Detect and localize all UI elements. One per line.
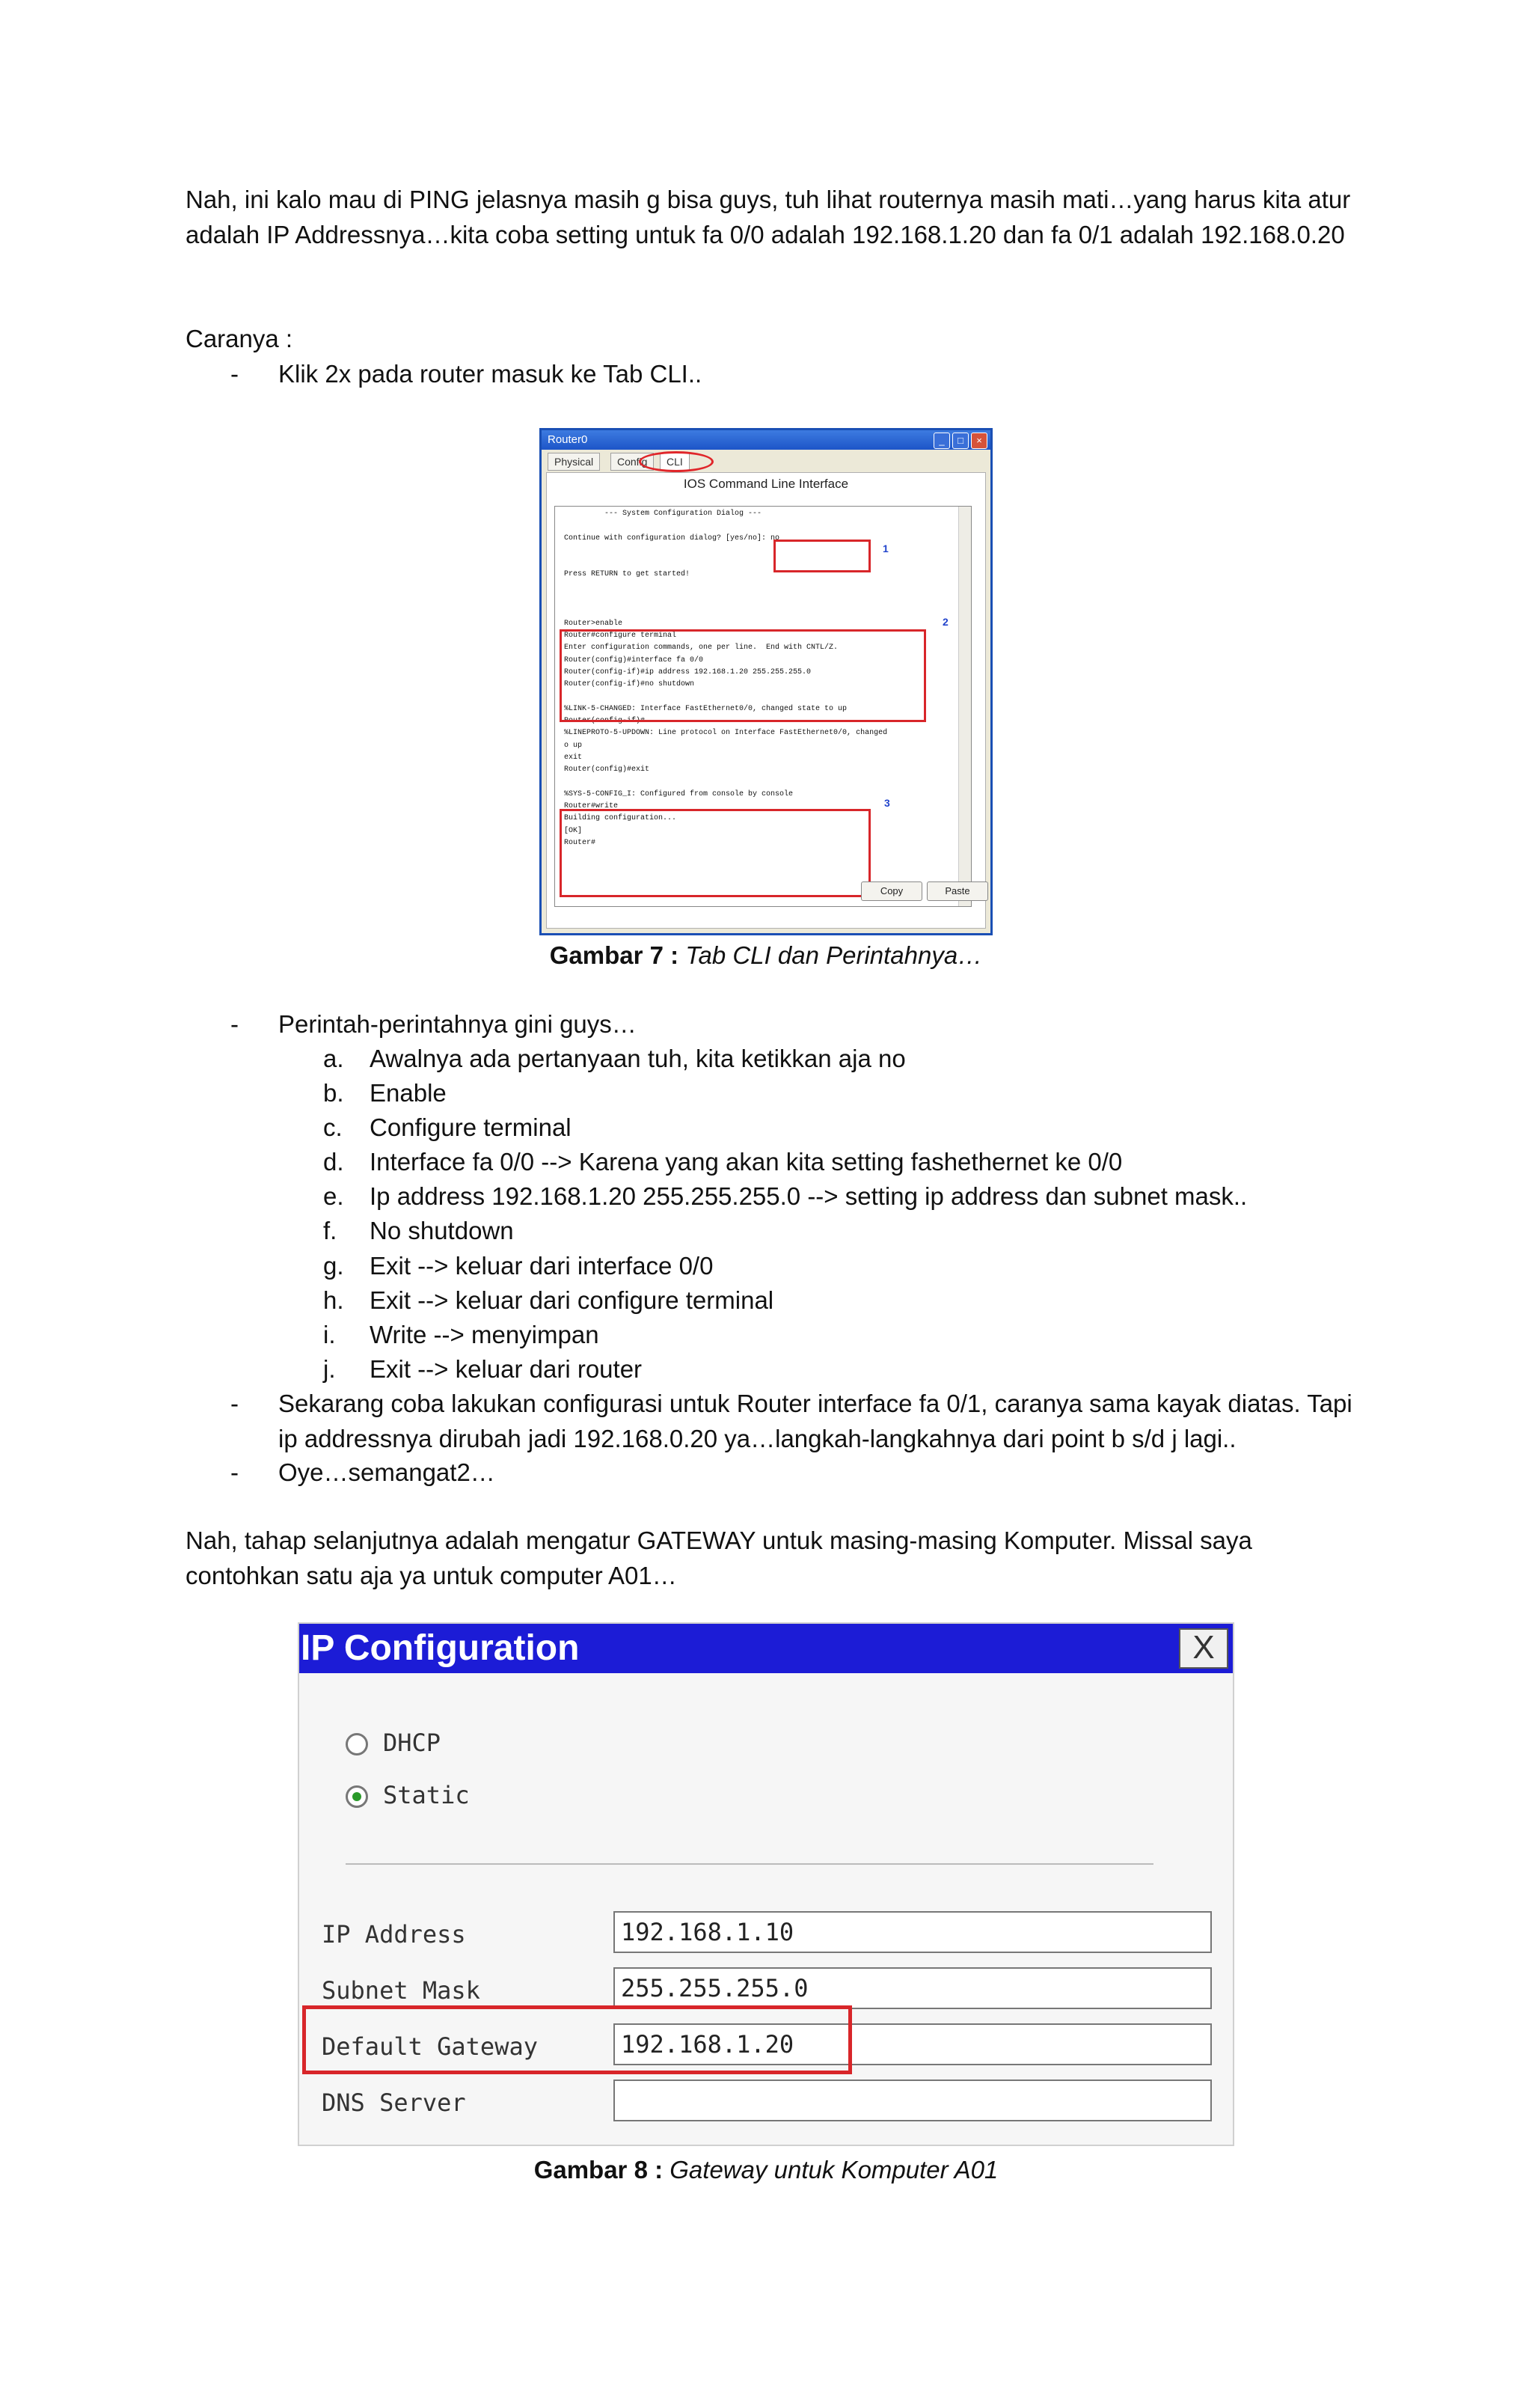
bullet-oye: Oye…semangat2… — [278, 1458, 495, 1486]
step-text: Interface fa 0/0 --> Karena yang akan kita setting fashethernet ke 0/0 — [370, 1148, 1123, 1176]
list-item — [323, 1110, 1355, 1145]
marker-1: 1 — [883, 543, 889, 554]
subnet-mask-input[interactable]: 255.255.255.0 — [613, 1967, 1212, 2009]
cli-console-text: --- System Configuration Dialog --- Continue with configuration dialog? [yes/no]: no Press RETURN to get started! Router>enable Router#configure terminal Enter configuration commands, one per line. End with CNTL/Z. Router(config)#interface fa 0/0 Router(config-if)#ip address 192.168.1.20 255.255.255.0 Router(config-if)#no shutdown %LINK-5-CHANGED: Interface FastEthernet0/0, changed state to up Router(config-if)# %LINEPROTO-5-UPDOWN: Line protocol on Interface FastEthernet0/0, changed o up exit Router(config)#exit %SYS-5-CONFIG_I: Configured from console by console Router#write Building configuration... [OK] Router# — [564, 510, 888, 848]
radio-dhcp[interactable] — [346, 1729, 441, 1757]
radio-button-checked-icon[interactable] — [346, 1785, 368, 1808]
step-marker: f. — [323, 1217, 337, 1245]
intro-paragraph: Nah, ini kalo mau di PING jelasnya masih g bisa guys, tuh lihat routernya masih mati…yang harus kita atur adalah IP Addressnya…kita coba setting untuk fa 0/0 adalah 192.168.1.20 dan fa 0/1 adalah 192.168.0.20 — [186, 186, 1351, 248]
bullet-klik-router: Klik 2x pada router masuk ke Tab CLI.. — [278, 360, 702, 388]
step-marker: d. — [323, 1148, 344, 1176]
paste-button[interactable]: Paste — [927, 881, 988, 901]
list-item — [323, 1076, 1355, 1110]
step-text: Exit --> keluar dari interface 0/0 — [370, 1251, 714, 1280]
highlight-box-1 — [773, 540, 871, 572]
list-item — [323, 1214, 1355, 1248]
highlight-box-3 — [560, 809, 871, 897]
figure7-caption-label: Gambar 7 : — [549, 941, 679, 969]
cli-console[interactable] — [554, 506, 972, 907]
cli-header: IOS Command Line Interface — [683, 477, 849, 491]
router-tabs — [542, 450, 990, 471]
step-marker: g. — [323, 1251, 344, 1280]
tab-physical[interactable]: Physical — [548, 453, 600, 471]
bullet-perintah: Perintah-perintahnya gini guys… — [278, 1010, 637, 1038]
bullet-dash: - — [230, 360, 239, 388]
subnet-mask-label: Subnet Mask — [322, 1976, 480, 2005]
list-item — [323, 1042, 1355, 1076]
bullet-sekarang: Sekarang coba lakukan configurasi untuk Router interface fa 0/1, caranya sama kayak diatas. Tapi ip addressnya dirubah jadi 192.168.0.20 ya…langkah-langkahnya dari point b s/d j lagi.. — [278, 1390, 1352, 1452]
step-marker: j. — [323, 1354, 336, 1383]
marker-3: 3 — [884, 797, 890, 809]
list-item — [323, 1179, 1355, 1214]
step-text: Configure terminal — [370, 1113, 572, 1142]
copy-button[interactable]: Copy — [861, 881, 922, 901]
ip-address-input[interactable]: 192.168.1.10 — [613, 1911, 1212, 1953]
bullet-dash: - — [230, 1390, 239, 1417]
cli-tab-highlight — [639, 451, 714, 472]
close-icon[interactable]: X — [1179, 1628, 1228, 1669]
router-cli-panel — [546, 472, 986, 929]
router-window-titlebar — [542, 430, 990, 450]
list-item — [323, 1249, 1355, 1283]
minimize-icon[interactable]: _ — [934, 433, 950, 449]
list-item — [323, 1283, 1355, 1318]
step-text: Ip address 192.168.1.20 255.255.255.0 --> setting ip address dan subnet mask.. — [370, 1182, 1248, 1211]
highlight-box-2 — [560, 629, 926, 722]
list-item — [323, 1145, 1355, 1179]
bullet-dash: - — [230, 1458, 239, 1486]
step-marker: e. — [323, 1182, 344, 1211]
step-marker: c. — [323, 1113, 343, 1142]
step-text: Exit --> keluar dari router — [370, 1354, 643, 1383]
radio-static[interactable] — [346, 1781, 470, 1809]
router-window-title: Router0 — [548, 433, 588, 446]
figure8-caption — [0, 2154, 1532, 2187]
step-text: Write --> menyimpan — [370, 1320, 599, 1348]
tab-config[interactable]: Config — [610, 453, 654, 471]
radio-button-icon[interactable] — [346, 1733, 368, 1755]
command-steps-list — [323, 1042, 1355, 1387]
list-item — [323, 1318, 1355, 1352]
list-item — [323, 1352, 1355, 1387]
divider — [346, 1863, 1153, 1865]
step-text: Awalnya ada pertanyaan tuh, kita ketikkan aja no — [370, 1045, 906, 1072]
bullet-dash: - — [230, 1010, 239, 1038]
default-gateway-input[interactable]: 192.168.1.20 — [613, 2023, 1212, 2065]
gateway-intro-paragraph: Nah, tahap selanjutnya adalah mengatur GATEWAY untuk masing-masing Komputer. Missal saya contohkan satu aja ya untuk computer A01… — [186, 1527, 1252, 1589]
tab-cli[interactable]: CLI — [660, 453, 690, 471]
step-marker: a. — [323, 1045, 344, 1072]
caranya-label: Caranya : — [186, 325, 293, 352]
dns-server-input[interactable] — [613, 2080, 1212, 2121]
step-text: No shutdown — [370, 1217, 514, 1245]
radio-static-label: Static — [383, 1781, 470, 1809]
radio-dhcp-label: DHCP — [383, 1729, 441, 1757]
step-marker: b. — [323, 1079, 344, 1107]
default-gateway-label: Default Gateway — [322, 2032, 538, 2061]
console-scrollbar[interactable] — [958, 507, 971, 906]
ip-config-title: IP Configuration — [299, 1624, 1233, 1673]
ip-configuration-dialog — [298, 1622, 1234, 2146]
step-marker: h. — [323, 1286, 344, 1314]
figure8-caption-label: Gambar 8 : — [533, 2156, 664, 2184]
close-icon[interactable]: × — [971, 433, 987, 449]
gateway-highlight-box — [302, 2005, 852, 2074]
figure8-caption-text: Gateway untuk Komputer A01 — [663, 2156, 999, 2184]
ip-address-label: IP Address — [322, 1920, 466, 1949]
step-marker: i. — [323, 1320, 336, 1348]
step-text: Enable — [370, 1079, 447, 1107]
figure7-caption — [0, 939, 1532, 972]
dns-server-label: DNS Server — [322, 2088, 466, 2117]
maximize-icon[interactable]: □ — [952, 433, 969, 449]
marker-2: 2 — [943, 616, 949, 628]
step-text: Exit --> keluar dari configure terminal — [370, 1286, 774, 1314]
router-cli-window — [539, 428, 993, 935]
figure7-caption-text: Tab CLI dan Perintahnya… — [678, 941, 983, 969]
